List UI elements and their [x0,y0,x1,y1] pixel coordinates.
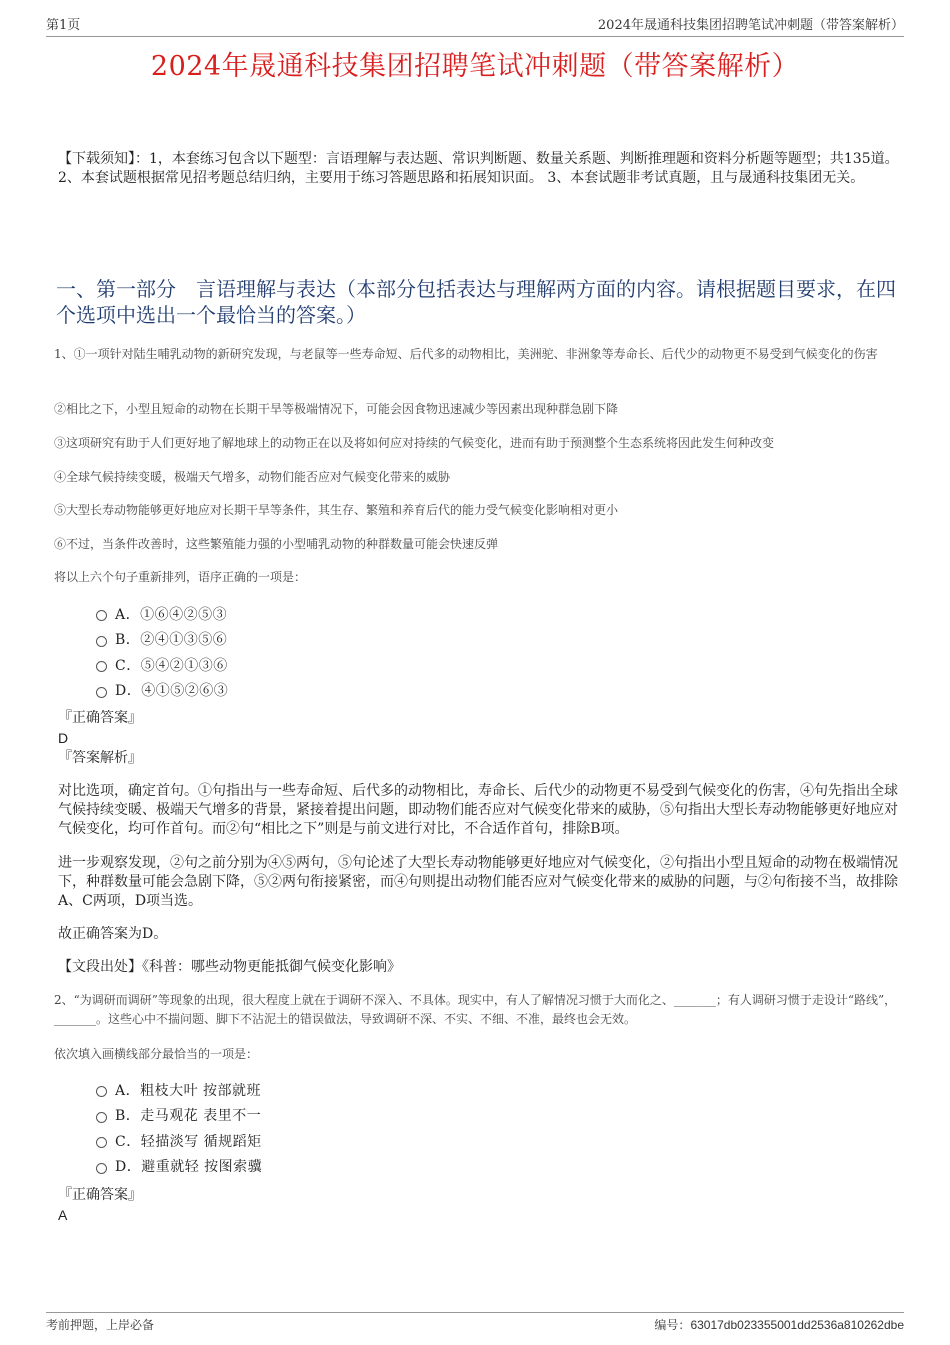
radio-icon[interactable] [96,636,107,647]
q2-stem: 2、“为调研而调研”等现象的出现，很大程度上就在于调研不深入、不具体。现实中，有人了解情况习惯于大而化之、_______；有人调研习惯于走设计“路线”，_______。这些心中不揣问题、脚下不沾泥土的错误做法，导致调研不深、不实、不细、不准，最终也会无效。 [54,993,897,1026]
q2-option-b[interactable] [96,1103,262,1129]
option-label: C．⑤④②①③⑥ [115,657,228,674]
radio-icon[interactable] [96,1137,107,1148]
option-label: B．②④①③⑤⑥ [115,632,228,649]
q2-option-a[interactable] [96,1077,262,1103]
q1-analysis-label: 『答案解析』 [58,750,142,766]
footer-slogan: 考前押题，上岸必备 [46,1318,155,1332]
page-footer [46,1312,904,1333]
footer-code [654,1316,904,1333]
q1-options [96,601,228,703]
q1-answer-label: 『正确答案』 [58,710,142,726]
download-notice: 【下载须知】：1，本套练习包含以下题型：言语理解与表达题、常识判断题、数量关系题、判断推理题和资料分析题等题型；共135道。 2、本套试题根据常见招考题总结归纳，主要用于练习答题思路和拓展知识面。 3、本套试题非考试真题，且与晟通科技集团无关。 [58,151,899,186]
page-header [46,14,904,37]
radio-icon[interactable] [96,661,107,672]
radio-icon[interactable] [96,610,107,621]
q1-sentence-4: ④全球气候持续变暖，极端天气增多，动物们能否应对气候变化带来的威胁 [54,470,451,484]
option-label: A．粗枝大叶 按部就班 [115,1082,262,1099]
q1-sentence-5: ⑤大型长寿动物能够更好地应对长期干旱等条件，其生存、繁殖和养育后代的能力受气候变化影响相对更小 [54,503,619,517]
q1-analysis-paragraph-2: 进一步观察发现，②句之前分别为④⑤两句，⑤句论述了大型长寿动物能够更好地应对气候变化，②句指出小型且短命的动物在极端情况下，种群数量可能会急剧下降，⑤②两句衔接紧密，而④句则提出动物们能否应对气候变化带来的威胁的问题，与②句衔接不当，故排除A、C两项，D项当选。 [58,855,898,909]
q1-prompt: 将以上六个句子重新排列，语序正确的一项是： [54,570,307,584]
q2-prompt: 依次填入画横线部分最恰当的一项是： [54,1047,259,1061]
q1-sentence-3: ③这项研究有助于人们更好地了解地球上的动物正在以及将如何应对持续的气候变化，进而有助于预测整个生态系统将因此发生何种改变 [54,436,775,450]
q1-option-a[interactable] [96,601,228,627]
q1-source: 【文段出处】《科普：哪些动物更能抵御气候变化影响》 [58,959,401,975]
option-label: D．④①⑤②⑥③ [115,683,229,700]
q1-sentence-2: ②相比之下，小型且短命的动物在长期干旱等极端情况下，可能会因食物迅速减少等因素出现种群急剧下降 [54,402,619,416]
option-label: A．①⑥④②⑤③ [115,606,228,623]
q1-analysis-paragraph-1: 对比选项，确定首句。①句指出与一些寿命短、后代多的动物相比，寿命长、后代少的动物更不易受到气候变化的伤害，④句先指出全球气候持续变暖、极端天气增多的背景，紧接着提出问题，即动物们能否应对气候变化带来的威胁，⑤句指出大型长寿动物能够更好地应对气候变化，均可作首句。而②句“相比之下”则是与前文进行对比，不合适作首句，排除B项。 [58,783,898,837]
footer-code-label: 编号： [654,1318,691,1332]
page-number: 第1页 [46,18,81,33]
q1-answer: D [58,730,69,746]
header-doc-title: 2024年晟通科技集团招聘笔试冲刺题（带答案解析） [597,18,904,33]
option-label: B．走马观花 表里不一 [115,1108,262,1125]
q2-answer-label: 『正确答案』 [58,1187,142,1203]
q1-analysis-paragraph-3: 故正确答案为D。 [58,926,168,942]
q1-option-d[interactable] [96,678,228,704]
document-title: 2024年晟通科技集团招聘笔试冲刺题（带答案解析） [150,51,800,82]
radio-icon[interactable] [96,1086,107,1097]
radio-icon[interactable] [96,687,107,698]
q1-sentence-1: 1、①一项针对陆生哺乳动物的新研究发现，与老鼠等一些寿命短、后代多的动物相比，美洲驼、非洲象等寿命长、后代少的动物更不易受到气候变化的伤害 [54,347,878,361]
radio-icon[interactable] [96,1112,107,1123]
option-label: C．轻描淡写 循规蹈矩 [115,1133,262,1150]
q2-answer: A [58,1207,68,1223]
q1-option-b[interactable] [96,627,228,653]
q2-option-d[interactable] [96,1154,262,1180]
q1-sentence-6: ⑥不过，当条件改善时，这些繁殖能力强的小型哺乳动物的种群数量可能会快速反弹 [54,537,499,551]
footer-code-value: 63017db023355001dd2536a810262dbe [690,1318,904,1332]
option-label: D．避重就轻 按图索骥 [115,1159,263,1176]
q1-option-c[interactable] [96,652,228,678]
section-heading: 一、第一部分 言语理解与表达（本部分包括表达与理解两方面的内容。请根据题目要求，在四个选项中选出一个最恰当的答案。） [56,277,896,327]
q2-option-c[interactable] [96,1128,262,1154]
radio-icon[interactable] [96,1163,107,1174]
q2-options [96,1077,262,1179]
